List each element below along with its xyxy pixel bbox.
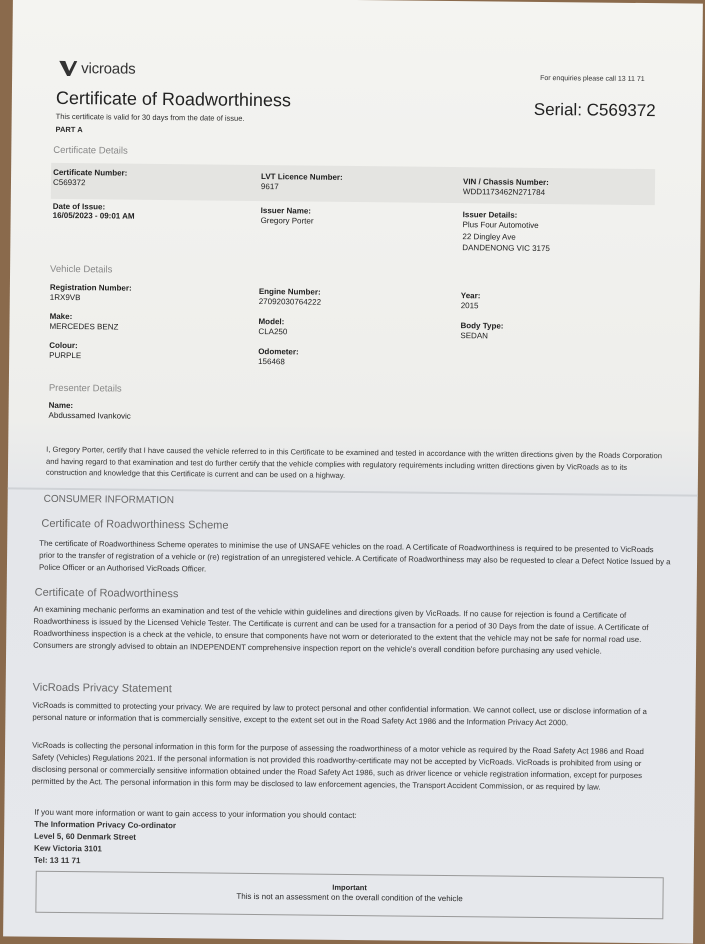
- privacy-heading: VicRoads Privacy Statement: [32, 681, 172, 696]
- important-notice-box: [35, 871, 663, 920]
- make-value: MERCEDES BENZ: [49, 321, 119, 332]
- body-type-label: Body Type:: [460, 321, 504, 331]
- vin-value: WDD1173462N271784: [462, 187, 546, 197]
- issuer-name-value: Gregory Porter: [260, 216, 314, 226]
- enquiries-text: For enquiries please call 13 11 71: [540, 74, 645, 84]
- contact-line-1: The Information Privacy Co-ordinator: [34, 819, 177, 831]
- date-of-issue-label: Date of Issue:: [52, 201, 106, 212]
- contact-block: [34, 807, 357, 870]
- issuer-details-block: [462, 210, 550, 254]
- lvt-licence-label: LVT Licence Number:: [261, 172, 343, 182]
- certificate-page: [3, 0, 703, 944]
- vicroads-logo: [58, 59, 135, 78]
- odometer-label: Odometer:: [258, 347, 299, 357]
- issuer-details-label: Issuer Details:: [462, 210, 518, 220]
- registration-value: 1RX9VB: [49, 292, 81, 303]
- date-of-issue-value: 16/05/2023 - 09:01 AM: [52, 210, 135, 221]
- issuer-line-2: 22 Dingley Ave: [462, 231, 516, 242]
- vicroads-logo-icon: [58, 59, 78, 77]
- validity-note: This certificate is valid for 30 days from the date of issue.: [55, 111, 245, 123]
- certificate-row-shading: [51, 163, 655, 205]
- make-label: Make:: [49, 311, 73, 322]
- presenter-details-heading: Presenter Details: [48, 382, 122, 395]
- year-block: [461, 291, 481, 312]
- vin-block: [463, 177, 549, 198]
- odometer-block: [258, 347, 299, 368]
- contact-intro: If you want more information or want to gain access to your information you should contact:: [34, 807, 357, 821]
- certificate-details-heading: Certificate Details: [53, 144, 128, 157]
- engine-label: Engine Number:: [258, 287, 321, 297]
- engine-block: [259, 287, 322, 308]
- body-type-block: [460, 321, 503, 342]
- presenter-name-label: Name:: [48, 400, 74, 411]
- body-type-value: SEDAN: [460, 331, 489, 341]
- issuer-line-3: DANDENONG VIC 3175: [462, 243, 550, 254]
- privacy-paragraph-2: VicRoads is collecting the personal information in this form for the purpose of assessing the roadworthiness of a motor vehicle as required by the Road Safety Act 1986 and Road Safety (Vehicles) Regulations 2021. If the personal information is not provided this roadworthy-certificate may not be accepted by VicRoads. VicRoads is prohibited from using or disclosing personal or commercially sensitive information obtained under the Road Safety Act 1986, such as driver licence or vehicle registration information, except for purposes permitted by the Act. The personal information in this form may be disclosed to law enforcement agencies, the Transport Accident Commission, or as required by law.: [31, 740, 644, 792]
- scheme-paragraph: The certificate of Roadworthiness Scheme operates to minimise the use of UNSAFE vehicles on the road. A Certificate of Roadworthiness is required to be presented to VicRoads prior to the transfer of registration of a vehicle or (re) registration of an unregistered vehicle. A Certificate of Roadworthiness may also be requested to clear a Defect Notice Issued by a Police Officer or an Authorised VicRoads Officer.: [38, 538, 671, 574]
- logo-text: vicroads: [81, 59, 136, 78]
- contact-line-3: Kew Victoria 3101: [33, 843, 102, 854]
- odometer-value: 156468: [258, 357, 285, 367]
- scheme-heading: Certificate of Roadworthiness Scheme: [41, 517, 229, 532]
- contact-line-4: Tel: 13 11 71: [33, 855, 81, 866]
- lvt-licence-value: 9617: [260, 182, 279, 192]
- vehicle-details-heading: Vehicle Details: [50, 263, 113, 276]
- important-heading: Important: [332, 882, 367, 893]
- issuer-name-label: Issuer Name:: [260, 206, 312, 216]
- model-block: [258, 317, 287, 338]
- colour-block: [49, 341, 81, 362]
- serial-number: Serial: C569372: [533, 99, 656, 121]
- page-title: Certificate of Roadworthiness: [55, 87, 292, 111]
- certificate-number-value: C569372: [52, 177, 86, 188]
- colour-value: PURPLE: [49, 350, 82, 361]
- part-label: PART A: [55, 124, 83, 135]
- certificate-paragraph: An examining mechanic performs an examination and test of the vehicle within guidelines and directions given by VicRoads. If no cause for rejection is found a Certificate of Roadworthiness is issued by the Licensed Vehicle Tester. The Certificate is current and can be used for a transaction for a period of 30 Days from the date of issue. A Certificate of Roadworthiness inspection is a check at the vehicle, to ensure that components have not worn or deteriorated to the extent that the vehicle may not be safe for normal road use. Consumers are strongly advised to obtain an INDEPENDENT comprehensive inspection report on the vehicle's overall condition before purchasing any used vehicle.: [33, 604, 649, 656]
- issuer-line-1: Plus Four Automotive: [462, 220, 539, 230]
- certificate-number-label: Certificate Number:: [53, 167, 128, 178]
- presenter-name-value: Abdussamed Ivankovic: [48, 410, 131, 421]
- year-value: 2015: [460, 301, 479, 311]
- certificate-heading: Certificate of Roadworthiness: [34, 586, 179, 601]
- contact-line-2: Level 5, 60 Denmark Street: [34, 831, 137, 842]
- registration-label: Registration Number:: [49, 282, 132, 293]
- issuer-name-block: [261, 206, 314, 227]
- consumer-information-heading: CONSUMER INFORMATION: [43, 493, 175, 507]
- presenter-name-block: [48, 401, 130, 422]
- model-value: CLA250: [258, 327, 288, 337]
- privacy-paragraph-1: VicRoads is committed to protecting your privacy. We are required by law to protect personal and other confidential information. We cannot collect, use or disclose information of a personal nature or information that is commercially sensitive, except to the extent set out in the Road Safety Act 1986 and the Information Privacy Act 2000.: [32, 700, 647, 728]
- colour-label: Colour:: [49, 340, 78, 351]
- registration-block: [50, 283, 132, 304]
- tester-declaration: I, Gregory Porter, certify that I have caused the vehicle referred to in this Certificate to be examined and tested in accordance with the written directions given by the Roads Corporation and having regard to that examination and test do further certify that the vehicle complies with regulatory requirements including written directions given by VicRoads as to its construction and knowledge that this Certificate is current and can be used on a highway.: [45, 444, 663, 480]
- engine-value: 27092030764222: [258, 297, 322, 307]
- date-of-issue-block: [53, 202, 135, 221]
- vin-label: VIN / Chassis Number:: [462, 177, 549, 188]
- lvt-licence-block: [261, 172, 343, 193]
- certificate-number-block: [53, 168, 127, 189]
- year-label: Year:: [460, 291, 481, 301]
- model-label: Model:: [258, 317, 285, 327]
- make-block: [49, 312, 118, 333]
- important-text: This is not an assessment on the overall condition of the vehicle: [236, 891, 463, 904]
